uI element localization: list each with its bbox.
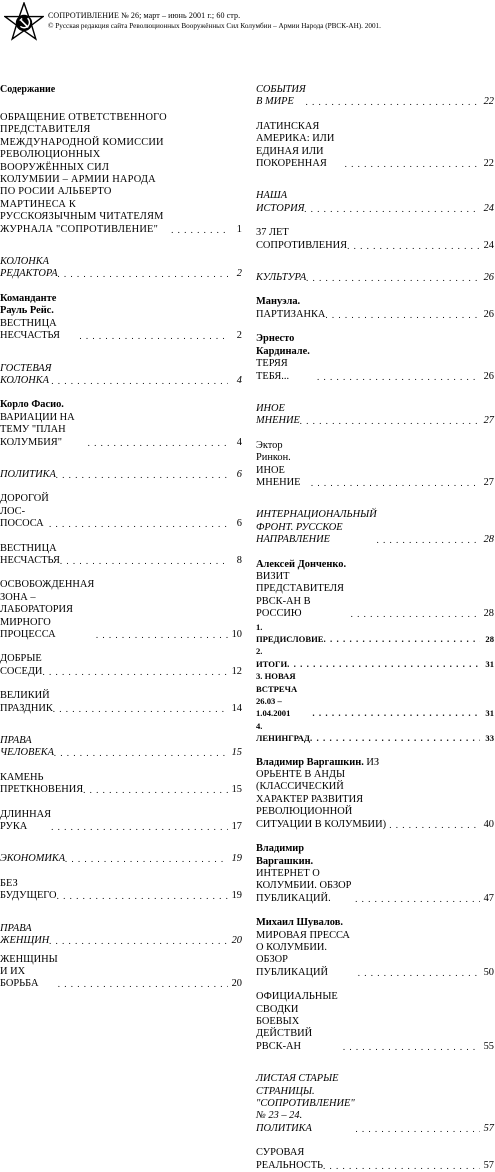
page-number: 28 xyxy=(483,534,494,546)
toc-entry-long-arm[interactable]: ДЛИННАЯ РУКА . . . 17 xyxy=(0,809,242,834)
toc-entry-world-press[interactable]: Михаил Шувалов. МИРОВАЯ ПРЕССА О КОЛУМБИИ. ОБЗОР ПУБЛИКАЦИЙ . . . 50 xyxy=(256,917,494,979)
page-number: 12 xyxy=(231,665,242,677)
toc-rubric-economy[interactable]: ЭКОНОМИКА . . . 19 xyxy=(0,853,242,865)
toc-entry-great-holiday[interactable]: ВЕЛИКИЙ ПРАЗДНИК . . . 14 xyxy=(0,690,242,715)
page-number: 19 xyxy=(231,853,242,865)
page-number: 28 xyxy=(485,634,494,644)
page-number: 50 xyxy=(483,966,494,978)
page-number: 14 xyxy=(231,702,242,714)
author-name: Мануэла. xyxy=(256,296,301,308)
toc-rubric-politics[interactable]: ПОЛИТИКА . . . 6 xyxy=(0,469,242,481)
masthead-copyright: © Русская редакция сайта Революционных Вооружённых Сил Колумбии – Армии Народа (РВСК-АН). 2001. xyxy=(48,22,381,30)
author-name: Эрнесто Кардинале. xyxy=(256,333,310,357)
page-number: 2 xyxy=(236,330,242,342)
toc-entry-liberated-zone[interactable]: ОСВОБОЖДЕННАЯ ЗОНА – ЛАБОРАТОРИЯ МИРНОГО ПРОЦЕССА . . . 10 xyxy=(0,579,242,641)
toc-entry-37-years[interactable]: 37 ЛЕТ СОПРОТИВЛЕНИЯ . . . 24 xyxy=(256,227,494,252)
toc-left-column xyxy=(0,84,242,991)
toc-entry-fasio[interactable]: Корло Фасио. ВАРИАЦИИ НА ТЕМУ "ПЛАН КОЛУМБИЯ" . . . 4 xyxy=(0,399,242,449)
page-number: 57 xyxy=(483,1122,494,1134)
page-number: 20 xyxy=(231,935,242,947)
toc-entry-stumbling-block[interactable]: КАМЕНЬ ПРЕТКНОВЕНИЯ . . . 15 xyxy=(0,772,242,797)
page-number: 2 xyxy=(236,268,242,280)
page-number: 24 xyxy=(483,202,494,214)
toc-subentry-leningrad[interactable]: 4. ЛЕНИНГРАД . . . 33 xyxy=(256,720,494,745)
toc-entry-losing-you[interactable]: Эрнесто Кардинале. ТЕРЯЯ ТЕБЯ... . . . 26 xyxy=(256,333,494,383)
toc-entry-herald[interactable]: ВЕСТНИЦА НЕСЧАСТЬЯ . . . 8 xyxy=(0,543,242,568)
toc-heading: Содержание xyxy=(0,84,56,95)
toc-subentry-results[interactable]: 2. ИТОГИ . . . 31 xyxy=(256,645,494,670)
toc-rubric-editor-column[interactable]: КОЛОНКА РЕДАКТОРА . . . 2 xyxy=(0,256,242,281)
toc-rubric-human-rights[interactable]: ПРАВА ЧЕЛОВЕКА . . . 15 xyxy=(0,735,242,760)
toc-rubric-other-opinion[interactable]: ИНОЕ МНЕНИЕ . . . 27 xyxy=(256,403,494,428)
masthead-header xyxy=(0,0,495,72)
toc-entry-harsh-reality[interactable]: СУРОВАЯ РЕАЛЬНОСТЬ . . . 57 xyxy=(256,1147,494,1172)
page-number: 22 xyxy=(483,96,494,108)
masthead-title: СОПРОТИВЛЕНИЕ № 26; март – июнь 2001 г.; 60 стр. xyxy=(48,11,241,20)
page-number: 33 xyxy=(485,733,494,744)
page-number: 31 xyxy=(485,658,494,669)
page-number: 24 xyxy=(483,239,494,251)
toc-entry-internet-review[interactable]: Владимир Варгашкин. ИНТЕРНЕТ О КОЛУМБИИ. ОБЗОР ПУБЛИКАЦИЙ. . . . 47 xyxy=(256,843,494,905)
toc-subentry-preface[interactable]: 1. ПРЕДИСЛОВИЕ . . . 28 xyxy=(256,621,494,646)
page-number: 47 xyxy=(483,892,494,904)
author-name: Команданте Рауль Рейс. xyxy=(0,292,57,317)
toc-entry-women-struggle[interactable]: ЖЕНЩИНЫ И ИХ БОРЬБА . . . 20 xyxy=(0,954,242,991)
page-number: 10 xyxy=(231,629,242,640)
toc-entry-rincon[interactable]: Эктор Ринкон. ИНОЕ МНЕНИЕ . . . 27 xyxy=(256,440,494,490)
author-name: Алексей Донченко. xyxy=(256,558,347,570)
toc-subentry-new-meeting[interactable]: 3. НОВАЯ ВСТРЕЧА 26.03 – 1.04.2001 . . . 31 xyxy=(256,670,494,720)
page-number: 1 xyxy=(236,223,242,235)
toc-entry-raul-reyes[interactable]: Команданте Рауль Рейс. ВЕСТНИЦА НЕСЧАСТЬЯ . . . 2 xyxy=(0,293,242,343)
toc-entry-dear-los-pososa[interactable]: ДОРОГОЙ ЛОС-ПОСОСА . . . 6 xyxy=(0,493,242,530)
author-name: Владимир Варгашкин. xyxy=(256,756,364,768)
page-number: 15 xyxy=(231,784,242,796)
toc-right-column xyxy=(256,84,494,1172)
page-number: 19 xyxy=(231,890,242,902)
toc-entry-intro[interactable]: ОБРАЩЕНИЕ ОТВЕТСТВЕННОГО ПРЕДСТАВИТЕЛЯ МЕЖДУНАРОДНОЙ КОМИССИИ РЕВОЛЮЦИОННЫХ ВООРУЖЁННЫХ СИЛ КОЛУМБИИ – АРМИИ НАРОДА ПО РОСИИ АЛЬБЕРТО МАРТИНЕСА К РУССКОЯЗЫЧНЫМ ЧИТАТЕЛЯМ ЖУРНАЛА "СОПРОТИВЛЕНИЕ" . . . 1 xyxy=(0,112,242,236)
page-number: 27 xyxy=(483,415,494,427)
toc-rubric-old-pages[interactable]: ЛИСТАЯ СТАРЫЕ СТРАНИЦЫ. "СОПРОТИВЛЕНИЕ" № 23 – 24. ПОЛИТИКА . . . 57 xyxy=(256,1073,494,1135)
page-number: 26 xyxy=(483,272,494,284)
page-number: 55 xyxy=(483,1040,494,1052)
page-number: 40 xyxy=(483,818,494,830)
page-number: 28 xyxy=(483,608,494,620)
toc-rubric-world-events[interactable]: СОБЫТИЯ В МИРЕ . . . 22 xyxy=(256,84,494,109)
toc-rubric-women-rights[interactable]: ПРАВА ЖЕНЩИН . . . 20 xyxy=(0,923,242,948)
page-number: 4 xyxy=(236,374,242,386)
toc-entry-good-neighbors[interactable]: ДОБРЫЕ СОСЕДИ . . . 12 xyxy=(0,653,242,678)
author-name: Михаил Шувалов. xyxy=(256,917,343,929)
author-name: Корло Фасио. xyxy=(0,399,64,411)
toc-entry-oriente-andes[interactable]: Владимир Варгашкин. ИЗ ОРЬЕНТЕ В АНДЫ (КЛАССИЧЕСКИЙ ХАРАКТЕР РАЗВИТИЯ РЕВОЛЮЦИОННОЙ СИТУАЦИИ В КОЛУМБИИ) . . . 40 xyxy=(256,757,494,831)
page-number: 8 xyxy=(236,554,242,566)
toc-entry-partisan-woman[interactable]: Мануэла. ПАРТИЗАНКА . . . 26 xyxy=(256,296,494,321)
toc-entry-latin-america[interactable]: ЛАТИНСКАЯ АМЕРИКА: ИЛИ ЕДИНАЯ ИЛИ ПОКОРЕННАЯ . . . 22 xyxy=(256,121,494,171)
page-number: 26 xyxy=(483,308,494,320)
star-hammer-sickle-icon xyxy=(4,2,44,42)
toc-entry-combat-reports[interactable]: ОФИЦИАЛЬНЫЕ СВОДКИ БОЕВЫХ ДЕЙСТВИЙ РВСК-АН . . . 55 xyxy=(256,991,494,1053)
page-number: 57 xyxy=(483,1159,494,1171)
toc-entry-no-future[interactable]: БЕЗ БУДУЩЕГО . . . 19 xyxy=(0,878,242,903)
author-name: Эктор Ринкон. xyxy=(256,439,291,464)
page-number: 26 xyxy=(483,370,494,382)
page-number: 4 xyxy=(236,436,242,448)
toc-rubric-international-front[interactable]: ИНТЕРНАЦИОНАЛЬНЫЙ ФРОНТ. РУССКОЕ НАПРАВЛЕНИЕ . . . 28 xyxy=(256,509,494,546)
toc-rubric-guest-column[interactable]: ГОСТЕВАЯ КОЛОНКА . . . 4 xyxy=(0,363,242,388)
page-number: 31 xyxy=(485,708,494,719)
author-name: Владимир Варгашкин. xyxy=(256,843,314,867)
page-number: 20 xyxy=(231,978,242,990)
page-number: 22 xyxy=(483,158,494,170)
page-number: 6 xyxy=(236,518,242,530)
toc-entry-visit-russia[interactable]: Алексей Донченко. ВИЗИТ ПРЕДСТАВИТЕЛЯ РВСК-АН В РОССИЮ . . . 28 xyxy=(256,559,494,621)
page-number: 6 xyxy=(236,468,242,480)
page-number: 15 xyxy=(231,747,242,759)
page-number: 27 xyxy=(483,476,494,488)
toc-rubric-our-history[interactable]: НАША ИСТОРИЯ . . . 24 xyxy=(256,190,494,215)
toc-rubric-culture[interactable]: КУЛЬТУРА . . . 26 xyxy=(256,272,494,284)
page-number: 17 xyxy=(231,821,242,833)
